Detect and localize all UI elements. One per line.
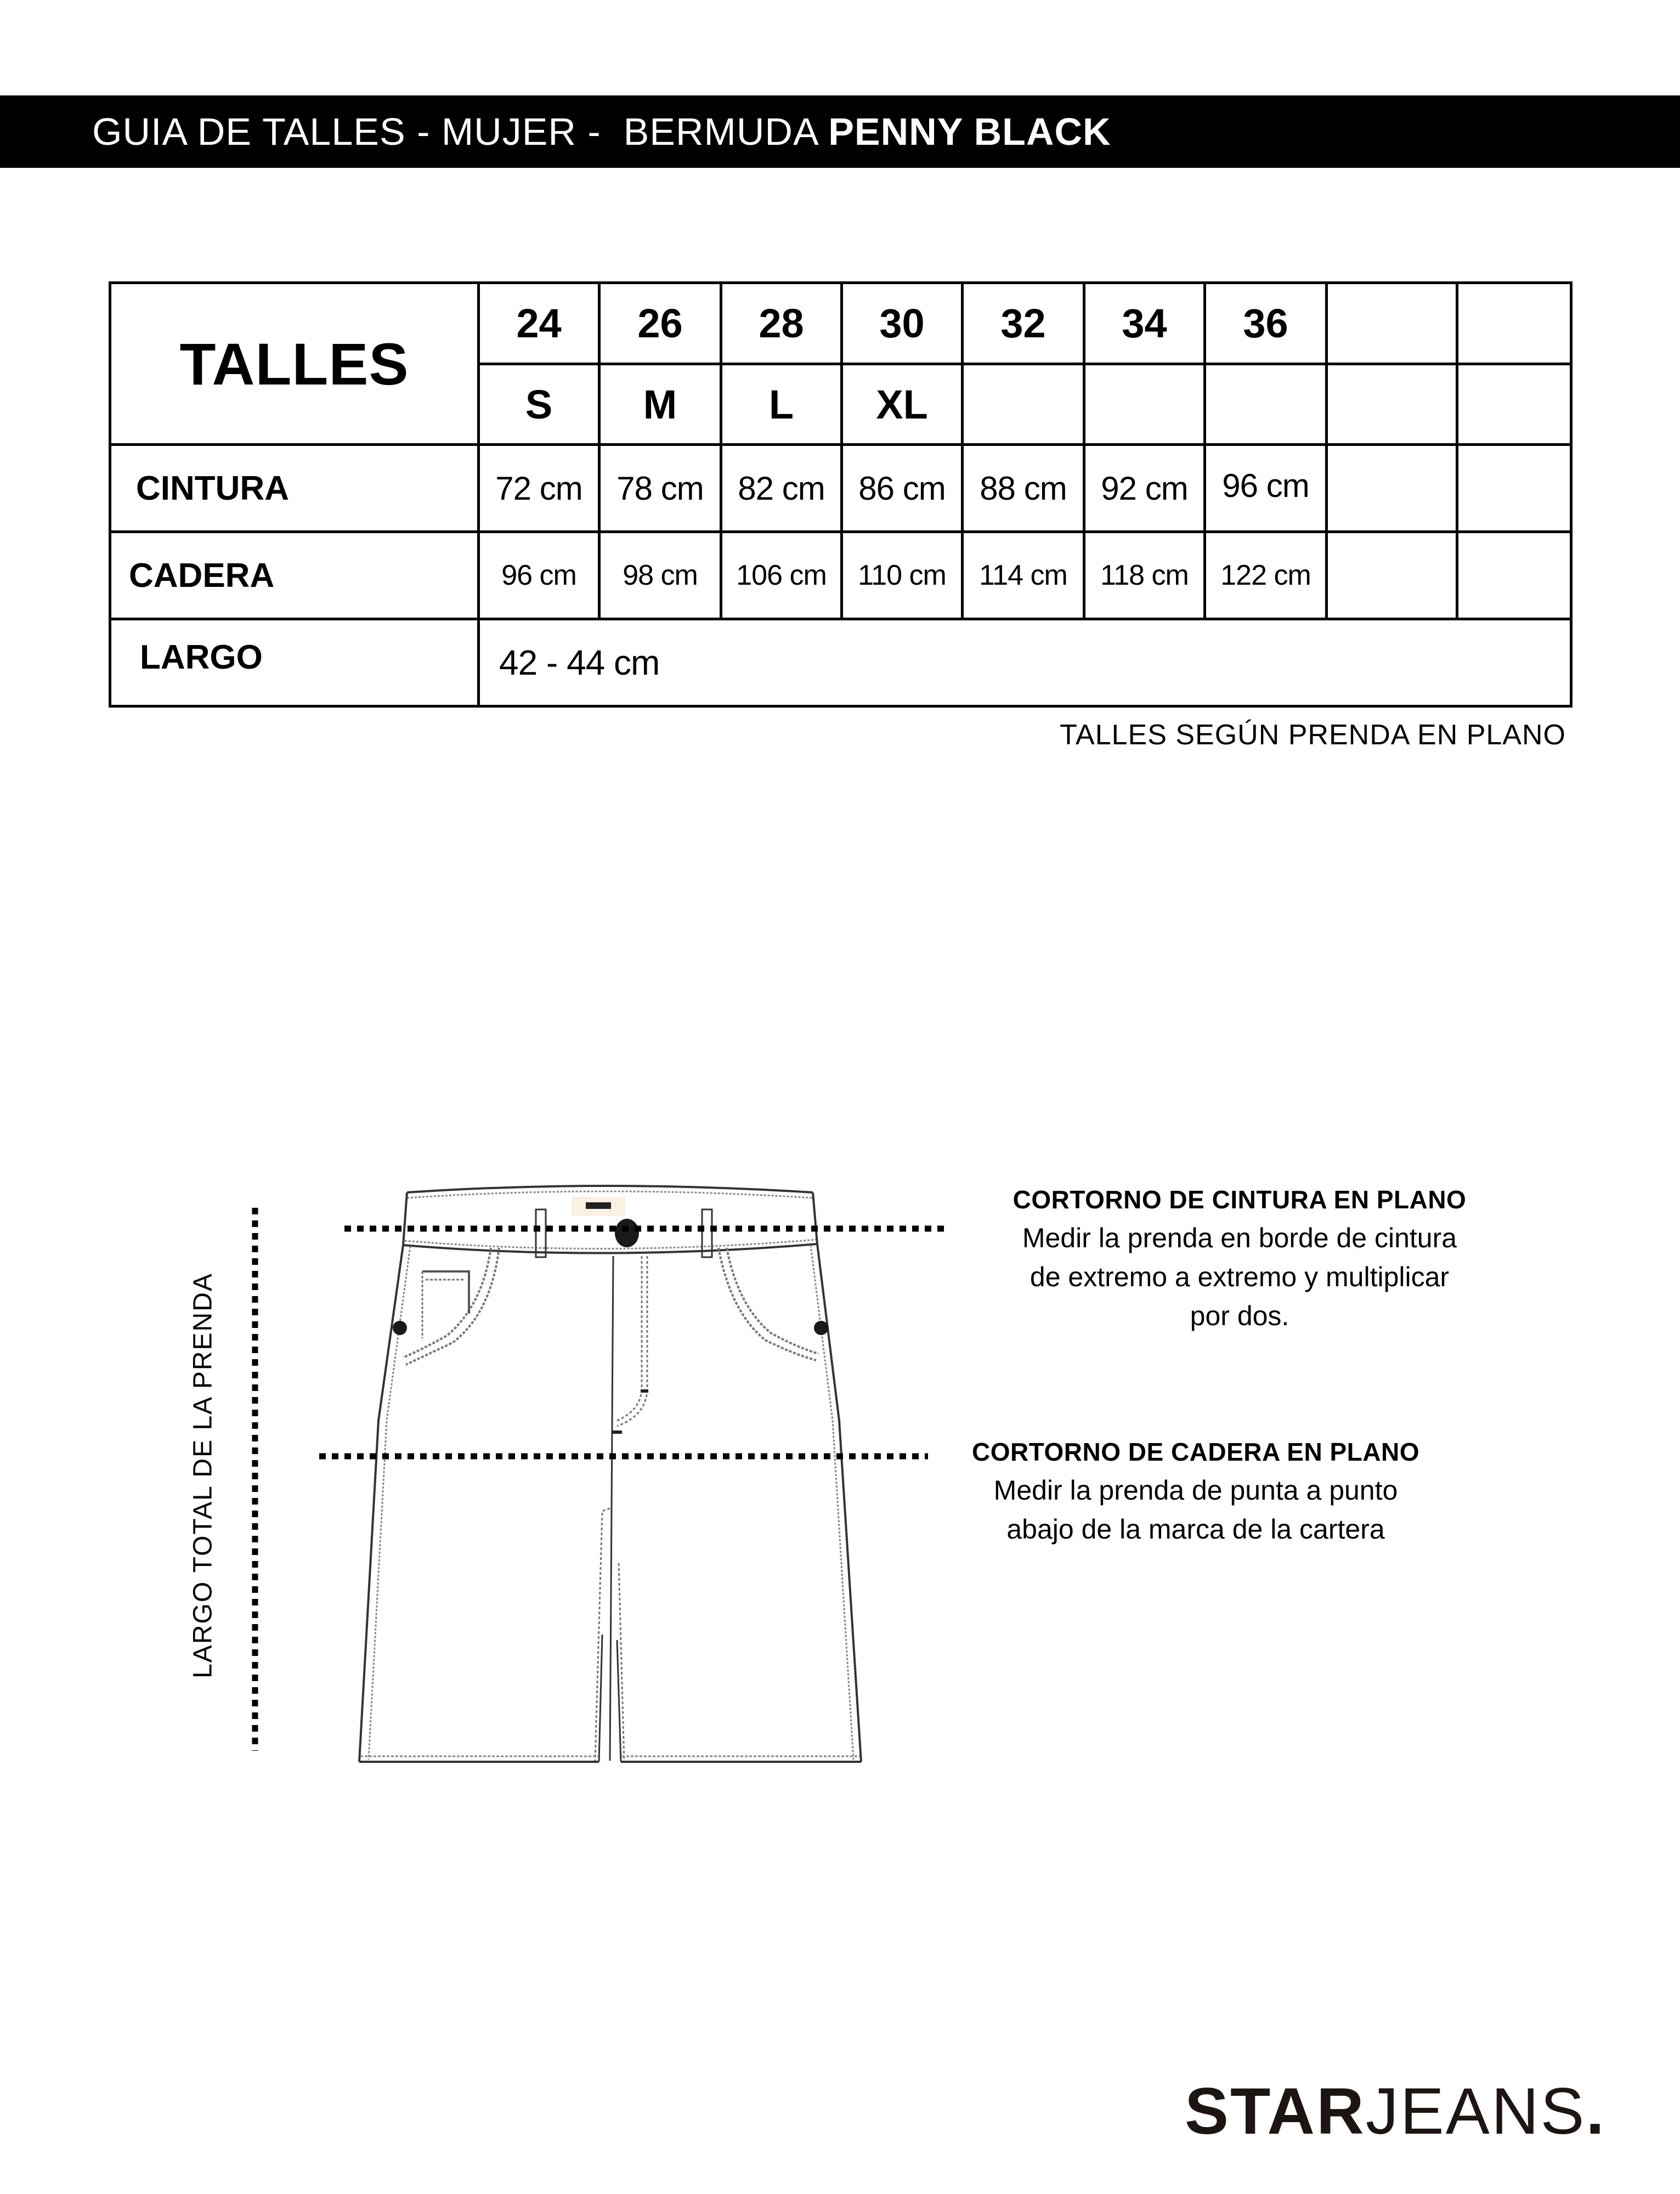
size-letter-cell: L [721,364,842,445]
size-letter-cell [1457,364,1571,445]
size-letter-cell [1205,364,1327,445]
size-number-cell: 30 [842,283,963,364]
size-letter-cell [963,364,1084,445]
size-number-cell: 26 [599,283,721,364]
button-icon [615,1219,639,1247]
largo-value: 42 - 44 cm [479,619,1571,706]
cadera-value: 98 cm [599,532,721,619]
size-number-cell: 32 [963,283,1084,364]
logo-dot: . [1586,2074,1606,2148]
cadera-value: 122 cm [1205,532,1327,619]
cadera-row [110,532,1571,619]
waist-note-body [982,1219,1497,1336]
cadera-value: 118 cm [1084,532,1205,619]
cadera-value: 110 cm [842,532,963,619]
size-number-cell [1457,283,1571,364]
cintura-value: 96 cm [1205,445,1327,532]
cintura-value [1327,445,1457,532]
talles-header: TALLES [110,283,479,445]
cadera-label: CADERA [110,532,479,619]
cadera-value: 114 cm [963,532,1084,619]
total-length-label: LARGO TOTAL DE LA PRENDA [188,1273,218,1678]
waist-note [982,1185,1497,1336]
cintura-value: 72 cm [479,445,599,532]
hip-note-body [943,1471,1448,1549]
size-number-cell: 36 [1205,283,1327,364]
hip-note-line: Medir la prenda de punta a punto [993,1475,1398,1506]
product-name: PENNY BLACK [828,110,1111,153]
size-letter-cell: S [479,364,599,445]
cintura-row [110,445,1571,532]
size-number-cell: 24 [479,283,599,364]
waist-note-title: CORTORNO DE CINTURA EN PLANO [1012,1185,1467,1214]
size-letter-cell [1327,364,1457,445]
cintura-value: 86 cm [842,445,963,532]
rivet-icon [814,1321,828,1335]
logo-jeans: JEANS [1365,2074,1586,2148]
largo-row [110,619,1571,706]
cadera-value [1457,532,1571,619]
size-letter-cell [1084,364,1205,445]
waist-note-line: Medir la prenda en borde de cintura [1022,1223,1457,1253]
rivet-icon [393,1321,407,1335]
waist-note-line: por dos. [1190,1300,1289,1331]
cintura-value: 82 cm [721,445,842,532]
cintura-value: 78 cm [599,445,721,532]
cintura-value: 88 cm [963,445,1084,532]
cintura-label: CINTURA [110,445,479,532]
hip-note-line: abajo de la marca de la cartera [1006,1514,1385,1545]
size-letter-cell: XL [842,364,963,445]
size-number-cell: 28 [721,283,842,364]
largo-label: LARGO [110,619,479,706]
title-prefix: GUIA DE TALLES - MUJER - BERMUDA [92,110,829,153]
logo-star: STAR [1185,2074,1366,2148]
waist-note-line: de extremo a extremo y multiplicar [1030,1262,1450,1292]
hip-note-title: CORTORNO DE CADERA EN PLANO [972,1438,1419,1466]
cadera-value: 96 cm [479,532,599,619]
cadera-value: 106 cm [721,532,842,619]
size-letter-cell: M [599,364,721,445]
hip-note [943,1437,1448,1549]
size-table [109,281,1572,708]
size-number-cell [1327,283,1457,364]
header-bar [0,95,1680,168]
brand-logo [1185,2073,1606,2149]
cintura-value: 92 cm [1084,445,1205,532]
size-number-cell: 34 [1084,283,1205,364]
table-footnote: TALLES SEGÚN PRENDA EN PLANO [1060,719,1566,751]
cadera-value [1327,532,1457,619]
page-title [92,95,1111,168]
bermuda-shorts-icon [359,1186,861,1762]
cintura-value [1457,445,1571,532]
size-number-row [110,283,1571,364]
